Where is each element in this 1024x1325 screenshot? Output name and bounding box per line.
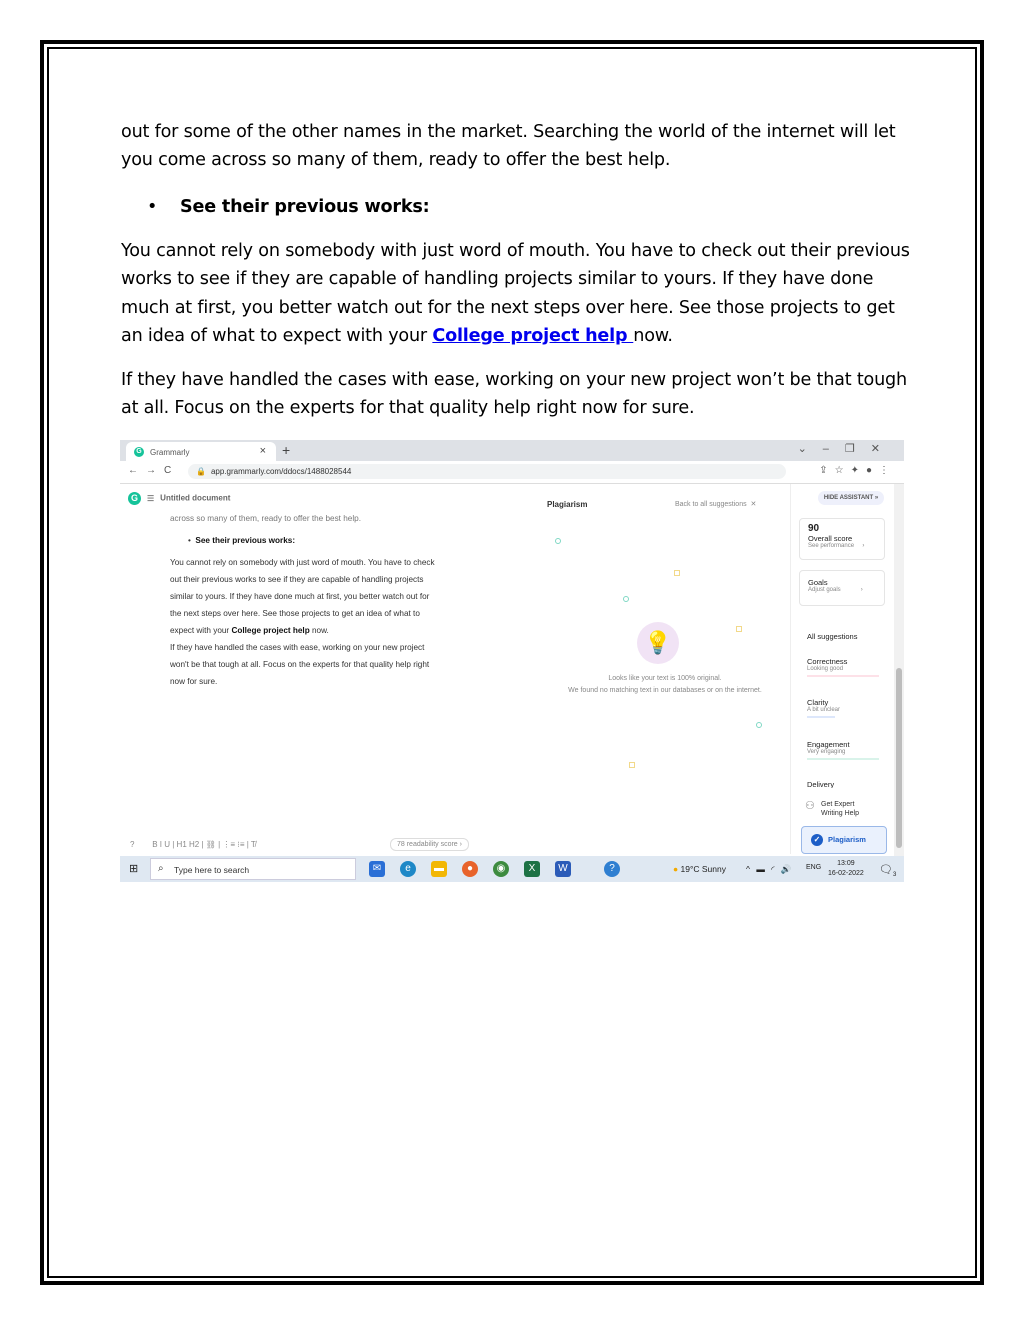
nav-buttons[interactable]: ←→C: [128, 465, 180, 476]
adjust-goals-link[interactable]: Adjust goals ›: [808, 587, 863, 593]
help-app-icon[interactable]: ?: [604, 861, 620, 877]
url-text: app.grammarly.com/ddocs/1488028544: [210, 467, 352, 476]
suggestion-correctness[interactable]: Correctness Looking good: [807, 657, 882, 677]
notification-icon[interactable]: $🗨_3$: [879, 864, 897, 879]
close-icon[interactable]: ✕: [750, 501, 757, 508]
clock[interactable]: 13:09 16-02-2022: [828, 860, 864, 877]
see-performance-link[interactable]: See performance ›: [808, 543, 865, 549]
check-icon: ✓: [811, 834, 823, 846]
lightbulb-icon: 💡: [637, 622, 679, 664]
grammarly-logo-icon[interactable]: G: [128, 492, 141, 505]
suggestion-delivery[interactable]: Delivery: [807, 780, 835, 788]
editor-line[interactable]: If they have handled the cases with ease, working on your new project: [170, 643, 425, 652]
editor-line[interactable]: expect with your College project help now.: [170, 626, 329, 635]
doc-title[interactable]: Untitled document: [160, 493, 231, 503]
windows-taskbar: [120, 856, 904, 882]
sun-icon: ●: [673, 864, 679, 874]
back-to-suggestions-link[interactable]: Back to all suggestions ✕: [675, 501, 757, 508]
sparkle-icon: [736, 626, 742, 632]
suggestion-clarity[interactable]: Clarity A bit unclear: [807, 698, 882, 718]
windows-start-icon[interactable]: ⊞: [129, 863, 139, 875]
editor-line[interactable]: now for sure.: [170, 677, 218, 686]
scrollbar-thumb[interactable]: [896, 668, 902, 848]
expert-help-link[interactable]: ⚇ Get Expert Writing Help: [805, 800, 859, 817]
weather-widget[interactable]: ● 19°C Sunny: [673, 864, 726, 874]
editor-line[interactable]: across so many of them, ready to offer the best help.: [170, 514, 361, 523]
editor-pane: [120, 484, 540, 834]
bullet-heading-text: See their previous works:: [180, 197, 430, 217]
plagiarism-button[interactable]: ✓ Plagiarism: [801, 826, 887, 854]
score-value: 90: [808, 523, 820, 534]
browser-tab-bar: [120, 440, 904, 461]
window-controls[interactable]: ⌄–❐✕: [797, 443, 896, 455]
suggestion-engagement[interactable]: Engagement Very engaging: [807, 740, 882, 760]
editor-line[interactable]: out their previous works to see if they are capable of handling projects: [170, 575, 424, 584]
plagiarism-detail: We found no matching text in our databases or on the internet.: [568, 687, 762, 694]
browser-tab[interactable]: [126, 442, 276, 461]
goals-label: Goals: [808, 578, 828, 587]
editor-line[interactable]: the next steps over here. See those projects to get an idea of what to: [170, 609, 420, 618]
firefox-icon[interactable]: ●: [462, 861, 478, 877]
score-label: Overall score: [808, 534, 853, 543]
format-buttons[interactable]: B I U | H1 H2 | ⛓ | ⋮≡ ⁝≡ | T̸: [152, 840, 256, 849]
menu-icon[interactable]: ☰: [147, 493, 155, 503]
editor-bullet[interactable]: • See their previous works:: [188, 536, 296, 545]
paragraph-2: You cannot rely on somebody with just word of mouth. You have to check out their previous works to see if they are capable of handling projects similar to yours. If they have done much at first, you better watch out for the next steps over here. See those projects to get an idea of what to expect with your College project help now.: [121, 241, 910, 346]
plagiarism-panel: [540, 484, 790, 834]
file-explorer-icon[interactable]: ▬: [431, 861, 447, 877]
bullet-heading: • See their previous works:: [147, 197, 430, 217]
url-field[interactable]: [188, 464, 786, 479]
plagiarism-message: Looks like your text is 100% original.: [608, 675, 722, 682]
new-tab-icon[interactable]: +: [282, 442, 291, 458]
chrome-icon[interactable]: ◉: [493, 861, 509, 877]
doc-header: [128, 492, 230, 505]
person-icon: ⚇: [805, 800, 815, 812]
grammarly-favicon: G: [134, 447, 144, 457]
language-indicator[interactable]: ENG: [806, 864, 822, 871]
sparkle-icon: [756, 722, 762, 728]
editor-line[interactable]: won't be that tough at all. Focus on the experts for that quality help right: [170, 660, 430, 669]
sparkle-icon: [629, 762, 635, 768]
hide-assistant-button[interactable]: HIDE ASSISTANT »: [818, 491, 884, 505]
plagiarism-title: Plagiarism: [547, 500, 588, 509]
address-bar: [120, 461, 904, 484]
search-placeholder: Type here to search: [174, 865, 250, 875]
assistant-sidebar: [790, 484, 891, 854]
sparkle-icon: [555, 538, 561, 544]
word-icon[interactable]: W: [555, 861, 571, 877]
college-project-help-link[interactable]: College project help: [432, 325, 634, 346]
readability-score[interactable]: 78 readability score ›: [390, 838, 469, 851]
editor-line[interactable]: You cannot rely on somebody with just word of mouth. You have to check: [170, 558, 435, 567]
grammarly-screenshot: [120, 440, 904, 882]
editor-line[interactable]: similar to yours. If they have done much at first, you better watch out for: [170, 592, 430, 601]
taskbar-search[interactable]: [150, 858, 356, 880]
search-icon: ⌕: [158, 863, 164, 874]
system-tray-icons[interactable]: ^ ▬ ◜ 🔊: [746, 864, 794, 874]
paragraph-3: If they have handled the cases with ease, working on your new project won’t be that tough at all. Focus on the experts for that quality help right now for sure.: [121, 370, 907, 419]
all-suggestions-label[interactable]: All suggestions: [807, 632, 858, 641]
goals-card[interactable]: [799, 570, 885, 606]
lock-icon: 🔒: [196, 467, 206, 476]
close-tab-icon[interactable]: ×: [259, 445, 266, 457]
sparkle-icon: [674, 570, 680, 576]
format-toolbar[interactable]: [130, 840, 256, 849]
overall-score-card[interactable]: [799, 518, 885, 560]
mail-icon[interactable]: ✉: [369, 861, 385, 877]
paragraph-1: out for some of the other names in the market. Searching the world of the internet will let you come across so many of them, ready to offer the best help.: [121, 122, 896, 171]
tab-title: Grammarly: [150, 448, 190, 457]
sparkle-icon: [623, 596, 629, 602]
help-icon[interactable]: ?: [130, 840, 135, 849]
edge-icon[interactable]: e: [400, 861, 416, 877]
browser-action-icons[interactable]: ⇪☆✦●⋮: [819, 465, 896, 476]
excel-icon[interactable]: X: [524, 861, 540, 877]
